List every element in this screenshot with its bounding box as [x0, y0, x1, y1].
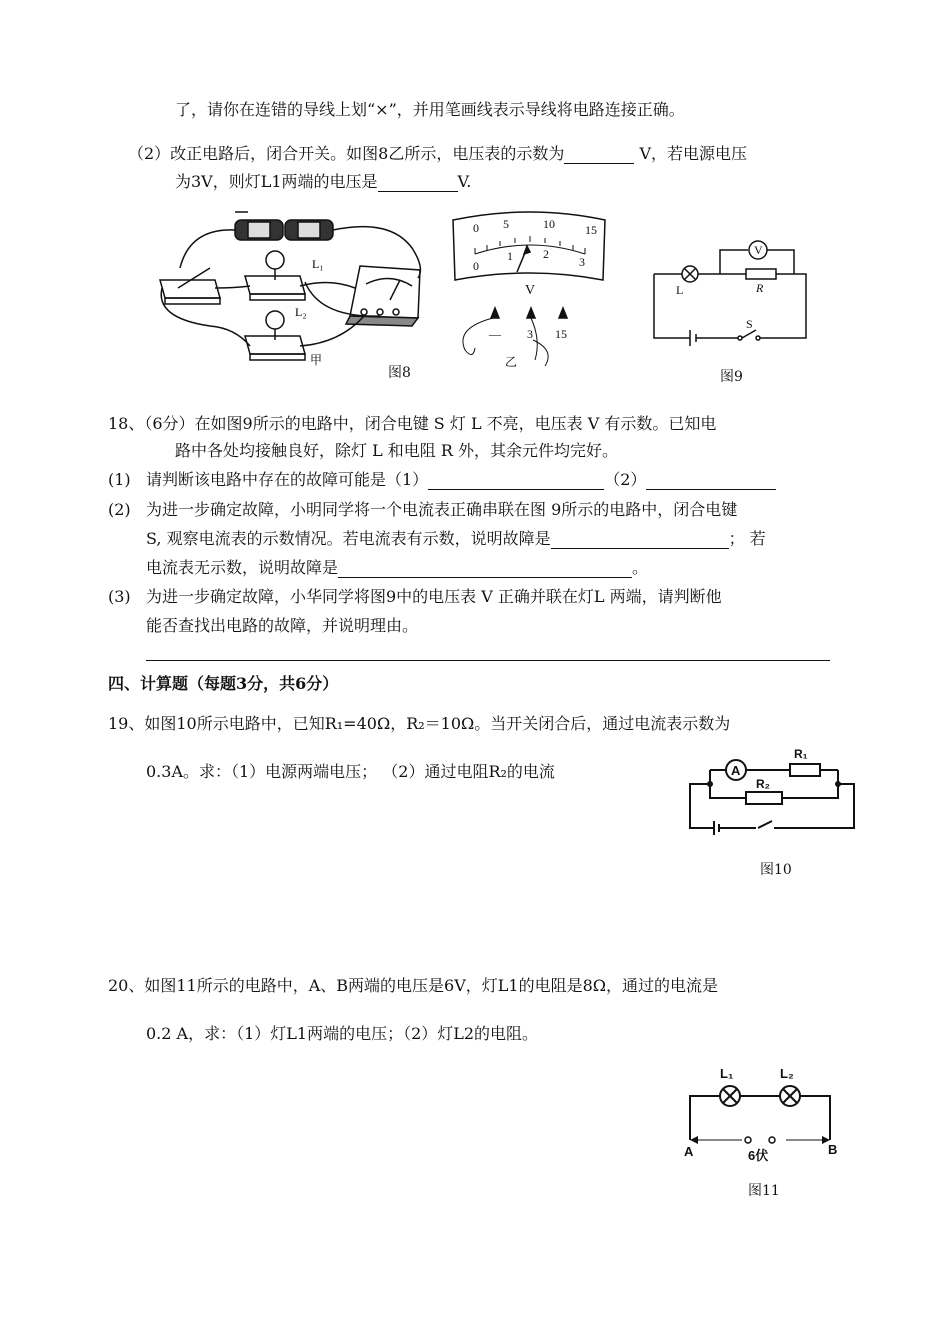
fig8-label-l1: L₁: [312, 257, 324, 271]
fig11-label-l2: L₂: [780, 1066, 794, 1081]
fig9-caption: 图9: [720, 369, 743, 385]
q17-line1: 了，请你在连错的导线上划“×”，并用笔画线表示导线将电路连接正确。: [175, 100, 685, 119]
section4-title: 四、计算题（每题3分，共6分）: [108, 674, 339, 693]
fig11-circuit: [680, 1064, 850, 1164]
fig9-label-r: R: [756, 281, 764, 295]
q18-sub2-num: (2): [108, 500, 131, 519]
fig8-scale-top-15: 15: [585, 223, 597, 237]
q18-blank-ammeter-no[interactable]: [338, 561, 632, 578]
fig11-label-b: B: [828, 1142, 838, 1157]
fig8-label-yi: 乙: [505, 355, 518, 369]
q18-sub2-line3: 电流表无示数，说明故障是 。: [146, 558, 649, 577]
fig8-meter-v: V: [525, 283, 536, 298]
q18-sub3-line1: 为进一步确定故障，小华同学将图9中的电压表 V 正确并联在灯L 两端，请判断他: [146, 587, 722, 606]
q18-blank-fault1[interactable]: [428, 473, 604, 490]
fig9-label-s: S: [746, 317, 753, 331]
fig10-caption: 图10: [760, 862, 792, 878]
q18-answer-line[interactable]: [146, 660, 830, 661]
fig10-label-r2: R₂: [756, 777, 770, 791]
q18-blank-ammeter-yes[interactable]: [551, 532, 729, 549]
q18-blank-fault2[interactable]: [646, 473, 776, 490]
fig9-label-v: V: [754, 243, 763, 257]
q17-blank-voltage[interactable]: [564, 147, 634, 164]
fig9-label-l: L: [676, 283, 684, 297]
fig10-label-a: A: [731, 763, 741, 778]
fig9-circuit: [650, 238, 810, 348]
fig8-jia-circuit: [150, 208, 435, 368]
q19-line1: 19、如图10所示电路中，已知R₁=40Ω，R₂＝10Ω。当开关闭合后，通过电流表示数为: [108, 714, 731, 733]
fig8-scale-top-5: 5: [503, 217, 509, 231]
q18-sub2-line2: S, 观察电流表的示数情况。若电流表有示数，说明故障是 ； 若: [146, 529, 766, 548]
fig8-scale-bottom-2: 2: [543, 247, 549, 261]
q18-sub2-line1: 为进一步确定故障，小明同学将一个电流表正确串联在图 9所示的电路中，闭合电键: [146, 500, 738, 519]
fig8-label-l2: L₂: [295, 305, 307, 319]
q17-part2-line2: 为3V，则灯L1两端的电压是 V.: [175, 172, 472, 191]
fig11-label-l1: L₁: [720, 1066, 734, 1081]
q20-line2: 0.2 A，求：（1）灯L1两端的电压；（2）灯L2的电阻。: [146, 1024, 539, 1043]
fig8-yi-voltmeter: [445, 210, 615, 370]
fig8-scale-bottom-3: 3: [579, 255, 585, 269]
fig11-caption: 图11: [748, 1183, 780, 1199]
fig11-label-a: A: [684, 1144, 694, 1159]
fig10-circuit: [688, 744, 856, 834]
fig8-label-jia: 甲: [310, 353, 323, 367]
q19-line2: 0.3A。求：（1）电源两端电压； （2）通过电阻R₂的电流: [146, 762, 555, 781]
fig8-caption: 图8: [388, 365, 411, 381]
fig8-scale-bottom-1: 1: [507, 249, 513, 263]
q20-line1: 20、如图11所示的电路中，A、B两端的电压是6V，灯L1的电阻是8Ω，通过的电流是: [108, 976, 719, 995]
fig8-terminal-3: 3: [527, 327, 533, 341]
fig8-scale-top-10: 10: [543, 217, 555, 231]
q18-sub1: 请判断该电路中存在的故障可能是（1） （2）: [146, 470, 776, 490]
fig8-terminal-neg: —: [489, 327, 501, 341]
q18-sub3-line2: 能否查找出电路的故障，并说明理由。: [146, 616, 419, 635]
fig8-terminal-15: 15: [555, 327, 567, 341]
q17-blank-l1-voltage[interactable]: [378, 175, 458, 192]
q18-sub1-num: (1): [108, 470, 131, 489]
q18-line2: 路中各处均接触良好，除灯 L 和电阻 R 外，其余元件均完好。: [175, 441, 619, 460]
q18-sub3-num: (3): [108, 587, 131, 606]
q17-part2-line1: （2）改正电路后，闭合开关。如图8乙所示，电压表的示数为 V，若电源电压: [128, 144, 748, 163]
fig8-scale-top-0: 0: [473, 221, 479, 235]
fig10-label-r1: R₁: [794, 747, 808, 761]
q18-line1: 18、（6分）在如图9所示的电路中，闭合电键 S 灯 L 不亮，电压表 V 有示数。已知电: [108, 414, 717, 433]
fig8-scale-bottom-0: 0: [473, 259, 479, 273]
fig11-label-volt: 6伏: [748, 1148, 769, 1163]
